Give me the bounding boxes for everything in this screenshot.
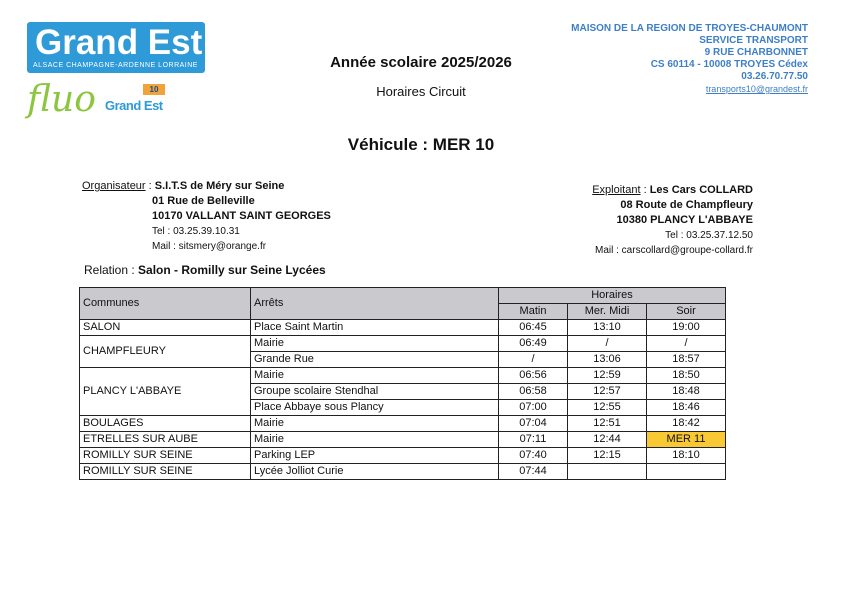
fluo-logo-brand: Grand Est [105,98,163,113]
midi-cell: / [568,336,647,352]
relation-line [84,263,326,277]
midi-cell: 12:15 [568,448,647,464]
matin-cell: 07:00 [499,400,568,416]
midi-cell: 12:59 [568,368,647,384]
arret-cell: Mairie [251,336,499,352]
grand-est-logo-subtitle: ALSACE CHAMPAGNE-ARDENNE LORRAINE [33,62,198,69]
commune-cell: ROMILLY SUR SEINE [80,464,251,480]
exploitant-block: Exploitant : Les Cars COLLARD 08 Route de Champfleury 10380 PLANCY L'ABBAYE Tel : 03.25.37.12.50 Mail : carscollard@groupe-collard.fr [592,184,753,256]
matin-cell: / [499,352,568,368]
organisateur-tel: Tel : 03.25.39.10.31 [152,226,240,237]
organisateur-label: Organisateur [82,180,146,192]
soir-cell: 18:50 [647,368,726,384]
midi-cell: 13:06 [568,352,647,368]
exploitant-tel: Tel : 03.25.37.12.50 [665,230,753,241]
table-row [80,368,726,384]
exploitant-address2: 10380 PLANCY L'ABBAYE [616,214,753,226]
midi-cell: 12:57 [568,384,647,400]
midi-cell [568,464,647,480]
arret-cell: Parking LEP [251,448,499,464]
midi-cell: 12:51 [568,416,647,432]
matin-cell: 06:49 [499,336,568,352]
header-matin: Matin [499,304,568,320]
table-row [80,336,726,352]
relation-value: Salon - Romilly sur Seine Lycées [138,263,326,277]
matin-cell: 07:11 [499,432,568,448]
region-email-link[interactable]: transports10@grandest.fr [705,84,808,94]
soir-cell: 18:42 [647,416,726,432]
grand-est-logo-name: Grand Est [35,23,203,62]
circuit-subtitle: Horaires Circuit [376,84,466,99]
arret-cell: Place Saint Martin [251,320,499,336]
arret-cell: Mairie [251,432,499,448]
soir-cell: 18:57 [647,352,726,368]
region-address-block [571,23,808,95]
region-city: CS 60114 - 10008 TROYES Cédex [650,59,808,70]
soir-cell: 18:48 [647,384,726,400]
exploitant-mail: Mail : carscollard@groupe-collard.fr [595,245,753,256]
table-row [80,432,726,448]
fluo-logo-word: fluo [27,79,96,120]
region-service: SERVICE TRANSPORT [699,35,808,46]
header-midi: Mer. Midi [568,304,647,320]
exploitant-name: Les Cars COLLARD [649,184,753,196]
vehicle-title: Véhicule : MER 10 [347,135,495,154]
relation-label: Relation : [84,263,135,277]
table-row [80,320,726,336]
exploitant-address1: 08 Route de Champfleury [620,199,753,211]
matin-cell: 06:56 [499,368,568,384]
commune-cell: ETRELLES SUR AUBE [80,432,251,448]
midi-cell: 12:44 [568,432,647,448]
region-name: MAISON DE LA REGION DE TROYES-CHAUMONT [571,23,808,34]
arret-cell: Grande Rue [251,352,499,368]
arret-cell: Mairie [251,368,499,384]
table-row [80,464,726,480]
matin-cell: 06:58 [499,384,568,400]
organisateur-address2: 10170 VALLANT SAINT GEORGES [152,210,331,222]
table-row [80,416,726,432]
table-row [80,448,726,464]
soir-cell: 19:00 [647,320,726,336]
midi-cell: 13:10 [568,320,647,336]
arret-cell: Place Abbaye sous Plancy [251,400,499,416]
arret-cell: Lycée Jolliot Curie [251,464,499,480]
midi-cell: 12:55 [568,400,647,416]
arret-cell: Groupe scolaire Stendhal [251,384,499,400]
region-street: 9 RUE CHARBONNET [704,47,808,58]
organisateur-name: S.I.T.S de Méry sur Seine [154,180,285,192]
header-arrets: Arrêts [251,288,499,320]
matin-cell: 07:40 [499,448,568,464]
soir-cell: 18:10 [647,448,726,464]
soir-cell: 18:46 [647,400,726,416]
timetable [79,287,726,480]
header-communes: Communes [80,288,251,320]
commune-cell: PLANCY L'ABBAYE [80,368,251,416]
soir-cell [647,464,726,480]
region-phone: 03.26.70.77.50 [741,71,808,82]
fluo-logo-badge: 10 [143,84,165,95]
header-soir: Soir [647,304,726,320]
school-year-title: Année scolaire 2025/2026 [330,54,512,71]
arret-cell: Mairie [251,416,499,432]
exploitant-label: Exploitant [592,184,641,196]
soir-cell-highlight: MER 11 [647,432,726,448]
commune-cell: SALON [80,320,251,336]
matin-cell: 07:44 [499,464,568,480]
organisateur-mail: Mail : sitsmery@orange.fr [152,241,267,252]
commune-cell: CHAMPFLEURY [80,336,251,368]
matin-cell: 06:45 [499,320,568,336]
organisateur-block: Organisateur : S.I.T.S de Méry sur Seine 01 Rue de Belleville 10170 VALLANT SAINT GEORGES Tel : 03.25.39.10.31 Mail : sitsmery@orange.fr [82,180,331,252]
header-horaires: Horaires [499,288,726,304]
soir-cell: / [647,336,726,352]
commune-cell: BOULAGES [80,416,251,432]
matin-cell: 07:04 [499,416,568,432]
organisateur-address1: 01 Rue de Belleville [152,195,255,207]
commune-cell: ROMILLY SUR SEINE [80,448,251,464]
